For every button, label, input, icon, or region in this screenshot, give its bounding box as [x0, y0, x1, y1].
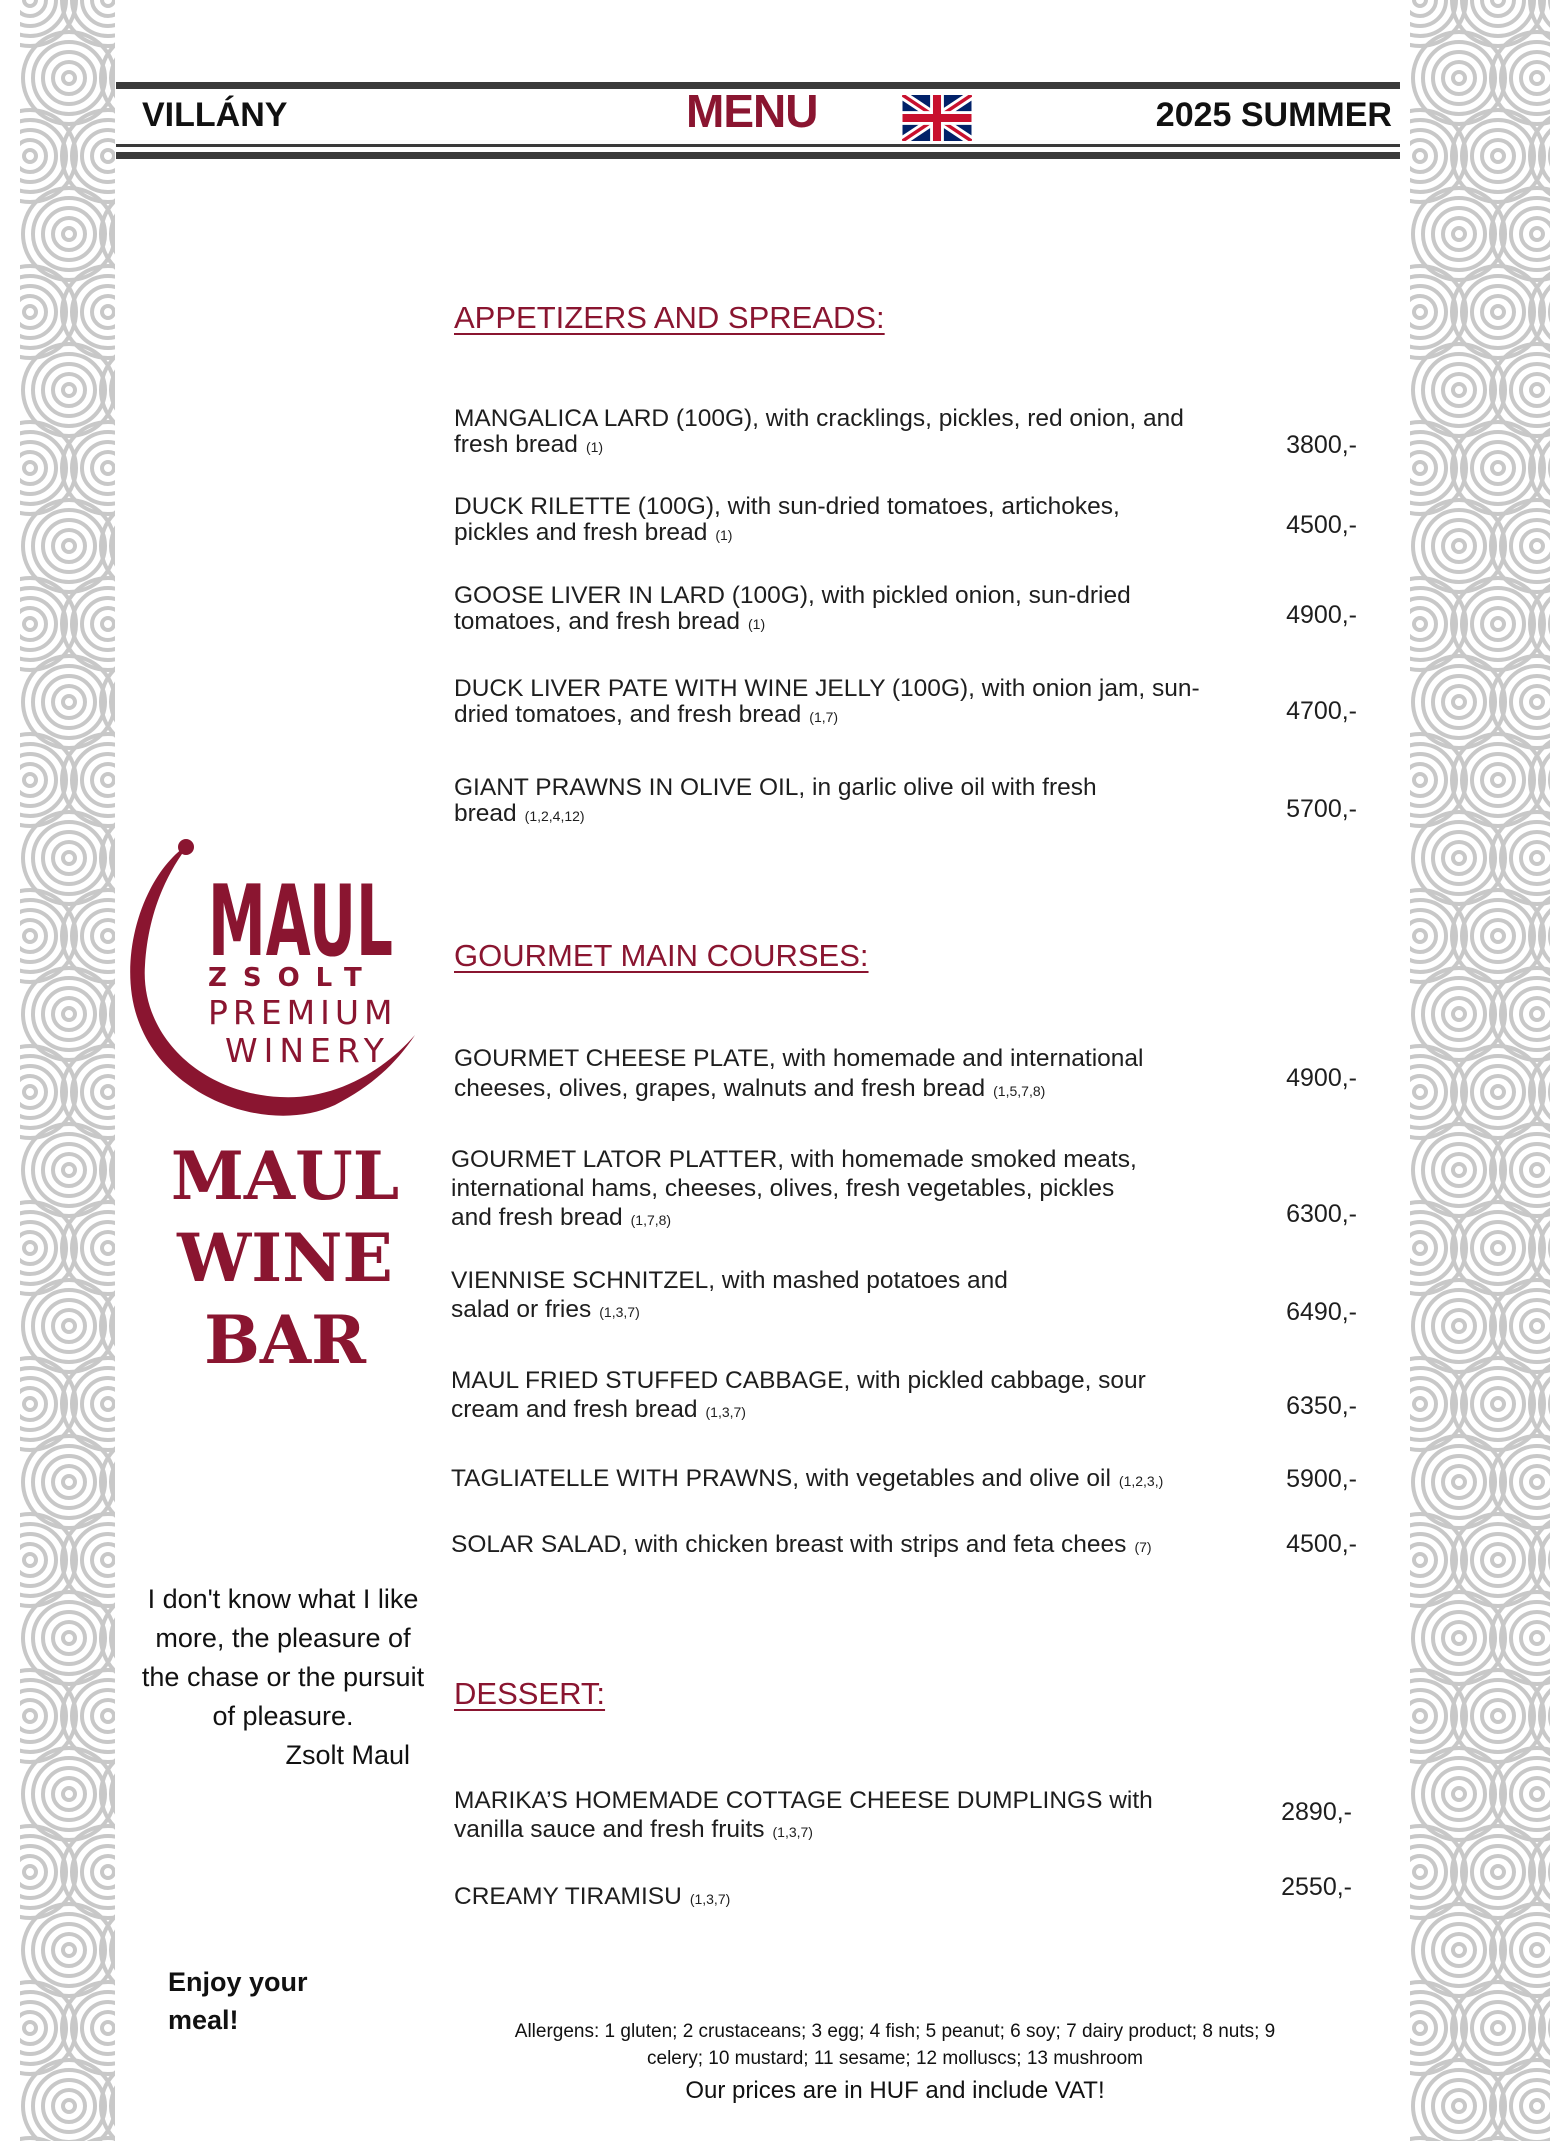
allergens-legend	[470, 2018, 1320, 2072]
item-price: 4700,-	[1286, 697, 1357, 725]
brand-line: MAUL	[170, 1137, 400, 1215]
item-name-cont: cheeses, olives, grapes, walnuts and fresh bread	[454, 1075, 986, 1102]
menu-item	[454, 1786, 1244, 1847]
logo-zsolt-text: ZSOLT	[208, 963, 378, 993]
quote-line: more, the pleasure of	[155, 1623, 411, 1653]
header-rule-thin	[116, 144, 1400, 147]
vat-note: Our prices are in HUF and include VAT!	[685, 2077, 1105, 2104]
left-pattern-border	[20, 0, 115, 2141]
item-name: DUCK RILETTE (100G), with sun-dried tomatoes, artichokes,	[454, 493, 1120, 520]
enjoy-message	[168, 1963, 308, 2039]
allergen-codes: (1,2,4,12)	[524, 808, 585, 824]
menu-item	[454, 775, 1244, 829]
menu-item	[454, 406, 1244, 460]
item-price: 2550,-	[1281, 1873, 1352, 1901]
menu-item	[451, 1366, 1241, 1427]
item-name-cont: salad or fries	[451, 1296, 592, 1323]
item-name-cont: and fresh bread	[451, 1204, 623, 1231]
concentric-circles-pattern-icon	[20, 0, 115, 2141]
allergens-line: Allergens: 1 gluten; 2 crustaceans; 3 egg; 4 fish; 5 peanut; 6 soy; 7 dairy product; 8 nuts; 9	[514, 2021, 1276, 2042]
menu-item	[454, 494, 1244, 548]
item-price: 4500,-	[1286, 511, 1357, 539]
menu-item	[451, 1266, 1241, 1327]
item-name: SOLAR SALAD, with chicken breast with strips and feta chees	[451, 1531, 1127, 1558]
menu-item	[454, 583, 1244, 637]
allergen-codes: (1)	[715, 527, 733, 543]
item-name: MARIKA’S HOMEMADE COTTAGE CHEESE DUMPLINGS with	[454, 1787, 1153, 1814]
logo-maul-text: MAUL	[208, 865, 393, 979]
item-price: 4900,-	[1286, 1064, 1357, 1092]
uk-flag-icon	[902, 95, 972, 141]
allergen-codes: (1)	[748, 616, 766, 632]
menu-item	[454, 1884, 1244, 1912]
item-name: TAGLIATELLE WITH PRAWNS, with vegetables and olive oil	[451, 1465, 1111, 1492]
allergen-codes: (1,5,7,8)	[993, 1083, 1046, 1099]
winery-logo	[120, 835, 430, 1135]
enjoy-line: Enjoy your	[168, 1967, 308, 1997]
allergen-codes: (1,3,7)	[689, 1891, 731, 1907]
menu-item	[454, 1044, 1244, 1106]
quote-line: the chase or the pursuit	[141, 1662, 425, 1692]
allergen-codes: (1,3,7)	[705, 1404, 746, 1420]
concentric-circles-pattern-icon	[1410, 0, 1550, 2141]
item-name: CREAMY TIRAMISU	[454, 1883, 682, 1910]
allergen-codes: (1,2,3,)	[1118, 1473, 1164, 1489]
item-name: MANGALICA LARD (100G), with cracklings, pickles, red onion, and	[454, 405, 1184, 432]
item-price: 6350,-	[1286, 1392, 1357, 1420]
allergen-codes: (1,7,8)	[630, 1212, 672, 1228]
item-price: 4500,-	[1286, 1530, 1357, 1558]
location-label: VILLÁNY	[142, 96, 288, 134]
brand-line: WINE	[177, 1219, 393, 1297]
quote-line: of pleasure.	[212, 1701, 354, 1731]
item-name-cont: international hams, cheeses, olives, fresh vegetables, pickles	[451, 1175, 1115, 1202]
allergen-codes: (1,7)	[809, 709, 839, 725]
item-name: GOURMET CHEESE PLATE, with homemade and international	[454, 1045, 1144, 1072]
menu-title: MENU	[686, 85, 818, 137]
menu-item	[451, 1466, 1241, 1494]
item-price: 6300,-	[1286, 1200, 1357, 1228]
quote-author: Zsolt Maul	[285, 1740, 410, 1770]
allergen-codes: (1,3,7)	[599, 1304, 640, 1320]
allergen-codes: (1,3,7)	[772, 1824, 813, 1840]
item-name-cont: tomatoes, and fresh bread	[454, 608, 741, 635]
item-name-cont: bread	[454, 800, 517, 827]
brand-line: BAR	[204, 1301, 366, 1379]
header-bottom-rule	[116, 152, 1400, 159]
season-label: 2025 SUMMER	[1155, 96, 1392, 134]
menu-item	[454, 676, 1244, 730]
menu-item	[451, 1145, 1241, 1235]
item-name-cont: pickles and fresh bread	[454, 519, 708, 546]
item-name-cont: vanilla sauce and fresh fruits	[454, 1816, 765, 1843]
section-title-main-courses: GOURMET MAIN COURSES:	[454, 938, 869, 973]
allergens-line: celery; 10 mustard; 11 sesame; 12 molluscs; 13 mushroom	[647, 2048, 1143, 2069]
item-name-cont: fresh bread	[454, 431, 578, 458]
item-price: 3800,-	[1286, 431, 1357, 459]
quote-block	[128, 1580, 438, 1775]
quote-line: I don't know what I like	[147, 1584, 419, 1614]
logo-premium-text: PREMIUM	[208, 993, 398, 1032]
item-name: DUCK LIVER PATE WITH WINE JELLY (100G), with onion jam, sun-	[454, 675, 1200, 702]
allergen-codes: (1)	[585, 439, 604, 455]
menu-item	[451, 1532, 1241, 1560]
item-name: VIENNISE SCHNITZEL, with mashed potatoes and	[451, 1267, 1008, 1294]
item-name: GIANT PRAWNS IN OLIVE OIL, in garlic olive oil with fresh	[454, 774, 1097, 801]
item-name: MAUL FRIED STUFFED CABBAGE, with pickled cabbage, sour	[451, 1367, 1146, 1394]
section-title-appetizers: APPETIZERS AND SPREADS:	[454, 300, 885, 335]
section-title-dessert: DESSERT:	[454, 1676, 606, 1711]
item-price: 4900,-	[1286, 601, 1357, 629]
item-price: 6490,-	[1286, 1298, 1357, 1326]
item-name: GOURMET LATOR PLATTER, with homemade smoked meats,	[451, 1146, 1137, 1173]
brand-name	[150, 1135, 420, 1381]
item-price: 5700,-	[1286, 795, 1357, 823]
item-name-cont: cream and fresh bread	[451, 1396, 698, 1423]
enjoy-line: meal!	[168, 2005, 239, 2035]
logo-winery-text: WINERY	[225, 1031, 390, 1070]
item-price: 5900,-	[1286, 1465, 1357, 1493]
allergen-codes: (7)	[1134, 1539, 1152, 1555]
item-name-cont: dried tomatoes, and fresh bread	[454, 701, 802, 728]
right-pattern-border	[1410, 0, 1550, 2141]
item-name: GOOSE LIVER IN LARD (100G), with pickled onion, sun-dried	[454, 582, 1131, 609]
item-price: 2890,-	[1281, 1798, 1352, 1826]
